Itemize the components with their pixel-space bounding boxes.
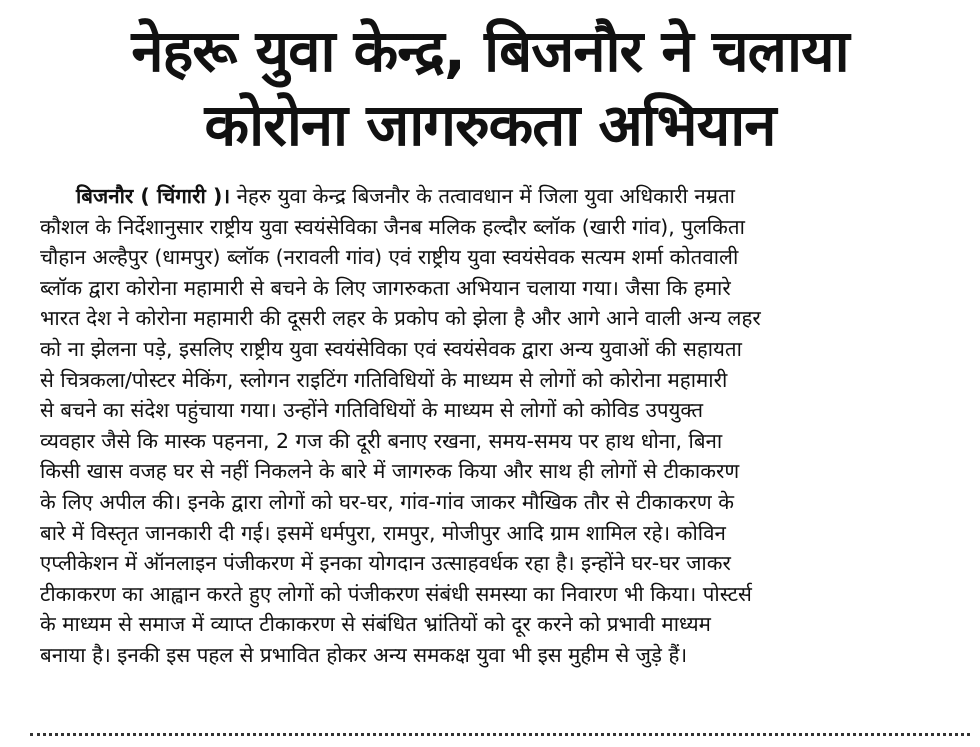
body-line-8: से बचने का संदेश पहुंचाया गया। उन्होंने गतिविधियों के माध्यम से लोगों को कोविड उपयुक्त xyxy=(40,398,704,423)
body-line-11: के लिए अपील की। इनके द्वारा लोगों को घर-घर, गांव-गांव जाकर मौखिक तौर से टीकाकरण के xyxy=(40,489,734,514)
body-line-5: भारत देश ने कोरोना महामारी की दूसरी लहर के प्रकोप को झेला है और आगे आने वाली अन्य लहर xyxy=(40,306,761,331)
body-line-15: के माध्यम से समाज में व्याप्त टीकाकरण से संबंधित भ्रांतियों को दूर करने को प्रभावी माध्यम xyxy=(40,612,711,637)
body-line-16: बनाया है। इनकी इस पहल से प्रभावित होकर अन्य समकक्ष युवा भी इस मुहीम से जुड़े हैं। xyxy=(40,642,688,667)
body-line-3: चौहान अल्हैपुर (धामपुर) ब्लॉक (नरावली गांव) एवं राष्ट्रीय युवा स्वयंसेवक सत्यम शर्मा कोतवाली xyxy=(40,245,739,270)
article-body xyxy=(40,181,955,671)
body-line-7: से चित्रकला/पोस्टर मेकिंग, स्लोगन राइटिंग गतिविधियों के माध्यम से लोगों को कोरोना महामारी xyxy=(40,367,728,392)
dotted-separator xyxy=(30,733,970,736)
headline-line-1: नेहरू युवा केन्द्र, बिजनौर ने चलाया xyxy=(131,17,849,85)
body-line-6: को ना झेलना पड़े, इसलिए राष्ट्रीय युवा स्वयंसेविका एवं स्वयंसेवक द्वारा अन्य युवाओं की सहायता xyxy=(40,336,742,361)
headline-line-2: कोरोना जागरुकता अभियान xyxy=(204,91,776,159)
body-line-1-text: नेहरु युवा केन्द्र बिजनौर के तत्वावधान में जिला युवा अधिकारी नम्रता xyxy=(236,184,735,208)
body-line-2: कौशल के निर्देशानुसार राष्ट्रीय युवा स्वयंसेविका जैनब मलिक हल्दौर ब्लॉक (खारी गांव), पुलकिता xyxy=(40,214,745,239)
body-line-14: टीकाकरण का आह्वान करते हुए लोगों को पंजीकरण संबंधी समस्या का निवारण भी किया। पोस्टर्स xyxy=(40,581,752,606)
headline xyxy=(20,14,960,162)
body-line-12: बारे में विस्तृत जानकारी दी गई। इसमें धर्मपुरा, रामपुर, मोजीपुर आदि ग्राम शामिल रहे। कोविन xyxy=(40,520,726,545)
body-line-1 xyxy=(40,181,955,212)
body-line-9: व्यवहार जैसे कि मास्क पहनना, 2 गज की दूरी बनाए रखना, समय-समय पर हाथ धोना, बिना xyxy=(40,428,723,453)
body-line-10: किसी खास वजह घर से नहीं निकलने के बारे में जागरुक किया और साथ ही लोगों से टीकाकरण xyxy=(40,459,740,484)
dateline: बिजनौर ( चिंगारी )। xyxy=(76,184,231,208)
body-line-13: एप्लीकेशन में ऑनलाइन पंजीकरण में इनका योगदान उत्साहवर्धक रहा है। इन्होंने घर-घर जाकर xyxy=(40,551,731,576)
body-line-4: ब्लॉक द्वारा कोरोना महामारी से बचने के लिए जागरुकता अभियान चलाया गया। जैसा कि हमारे xyxy=(40,275,731,300)
